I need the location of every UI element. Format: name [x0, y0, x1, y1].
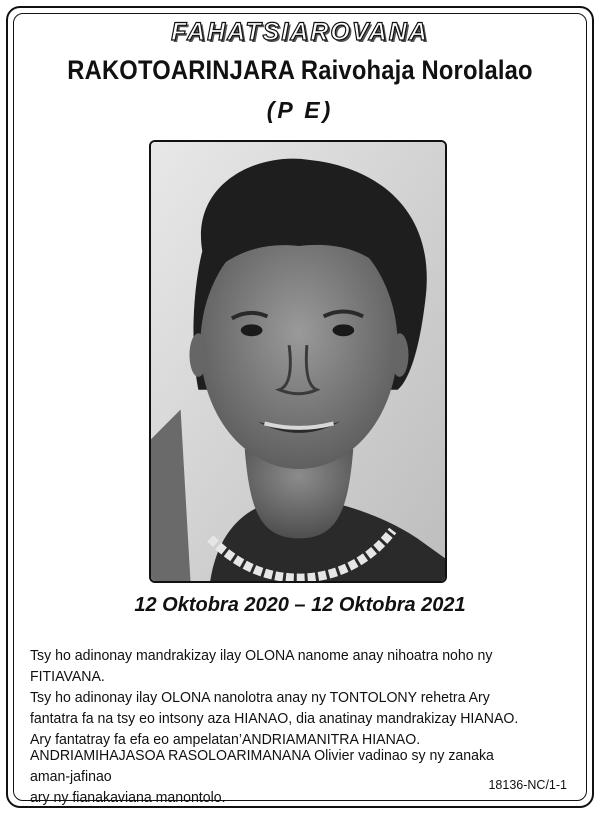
message-line-1: Tsy ho adinonay mandrakizay ilay OLONA nanome anay nihoatra noho ny FITIAVANA.	[30, 647, 493, 685]
portrait-photo	[149, 140, 447, 583]
signature-line-2: ary ny fianakaviana manontolo.	[30, 789, 226, 806]
signature-line-1: ANDRIAMIHAJASOA RASOLOARIMANANA Olivier vadinao sy ny zanaka aman-jafinao	[30, 747, 494, 785]
life-dates: 12 Oktobra 2020 – 12 Oktobra 2021	[134, 594, 466, 616]
deceased-name: RAKOTOARINJARA Raivohaja Norolalao	[67, 55, 533, 85]
signature-block	[30, 745, 537, 808]
reference-number: 18136-NC/1-1	[488, 778, 567, 792]
deceased-subtitle: (P E)	[266, 97, 334, 123]
notice-title: FAHATSIAROVANA	[171, 18, 429, 46]
memorial-message	[30, 645, 537, 750]
portrait-photo-icon	[151, 142, 445, 581]
message-line-2: Tsy ho adinonay ilay OLONA nanolotra anay ny TONTOLONY rehetra Ary fantatra fa na tsy eo intsony aza HIANAO, dia anatinay mandrakizay HIANAO. Ary fantatray fa efa eo ampelatan’ANDRIAMANITRA HIANAO.	[30, 689, 519, 748]
